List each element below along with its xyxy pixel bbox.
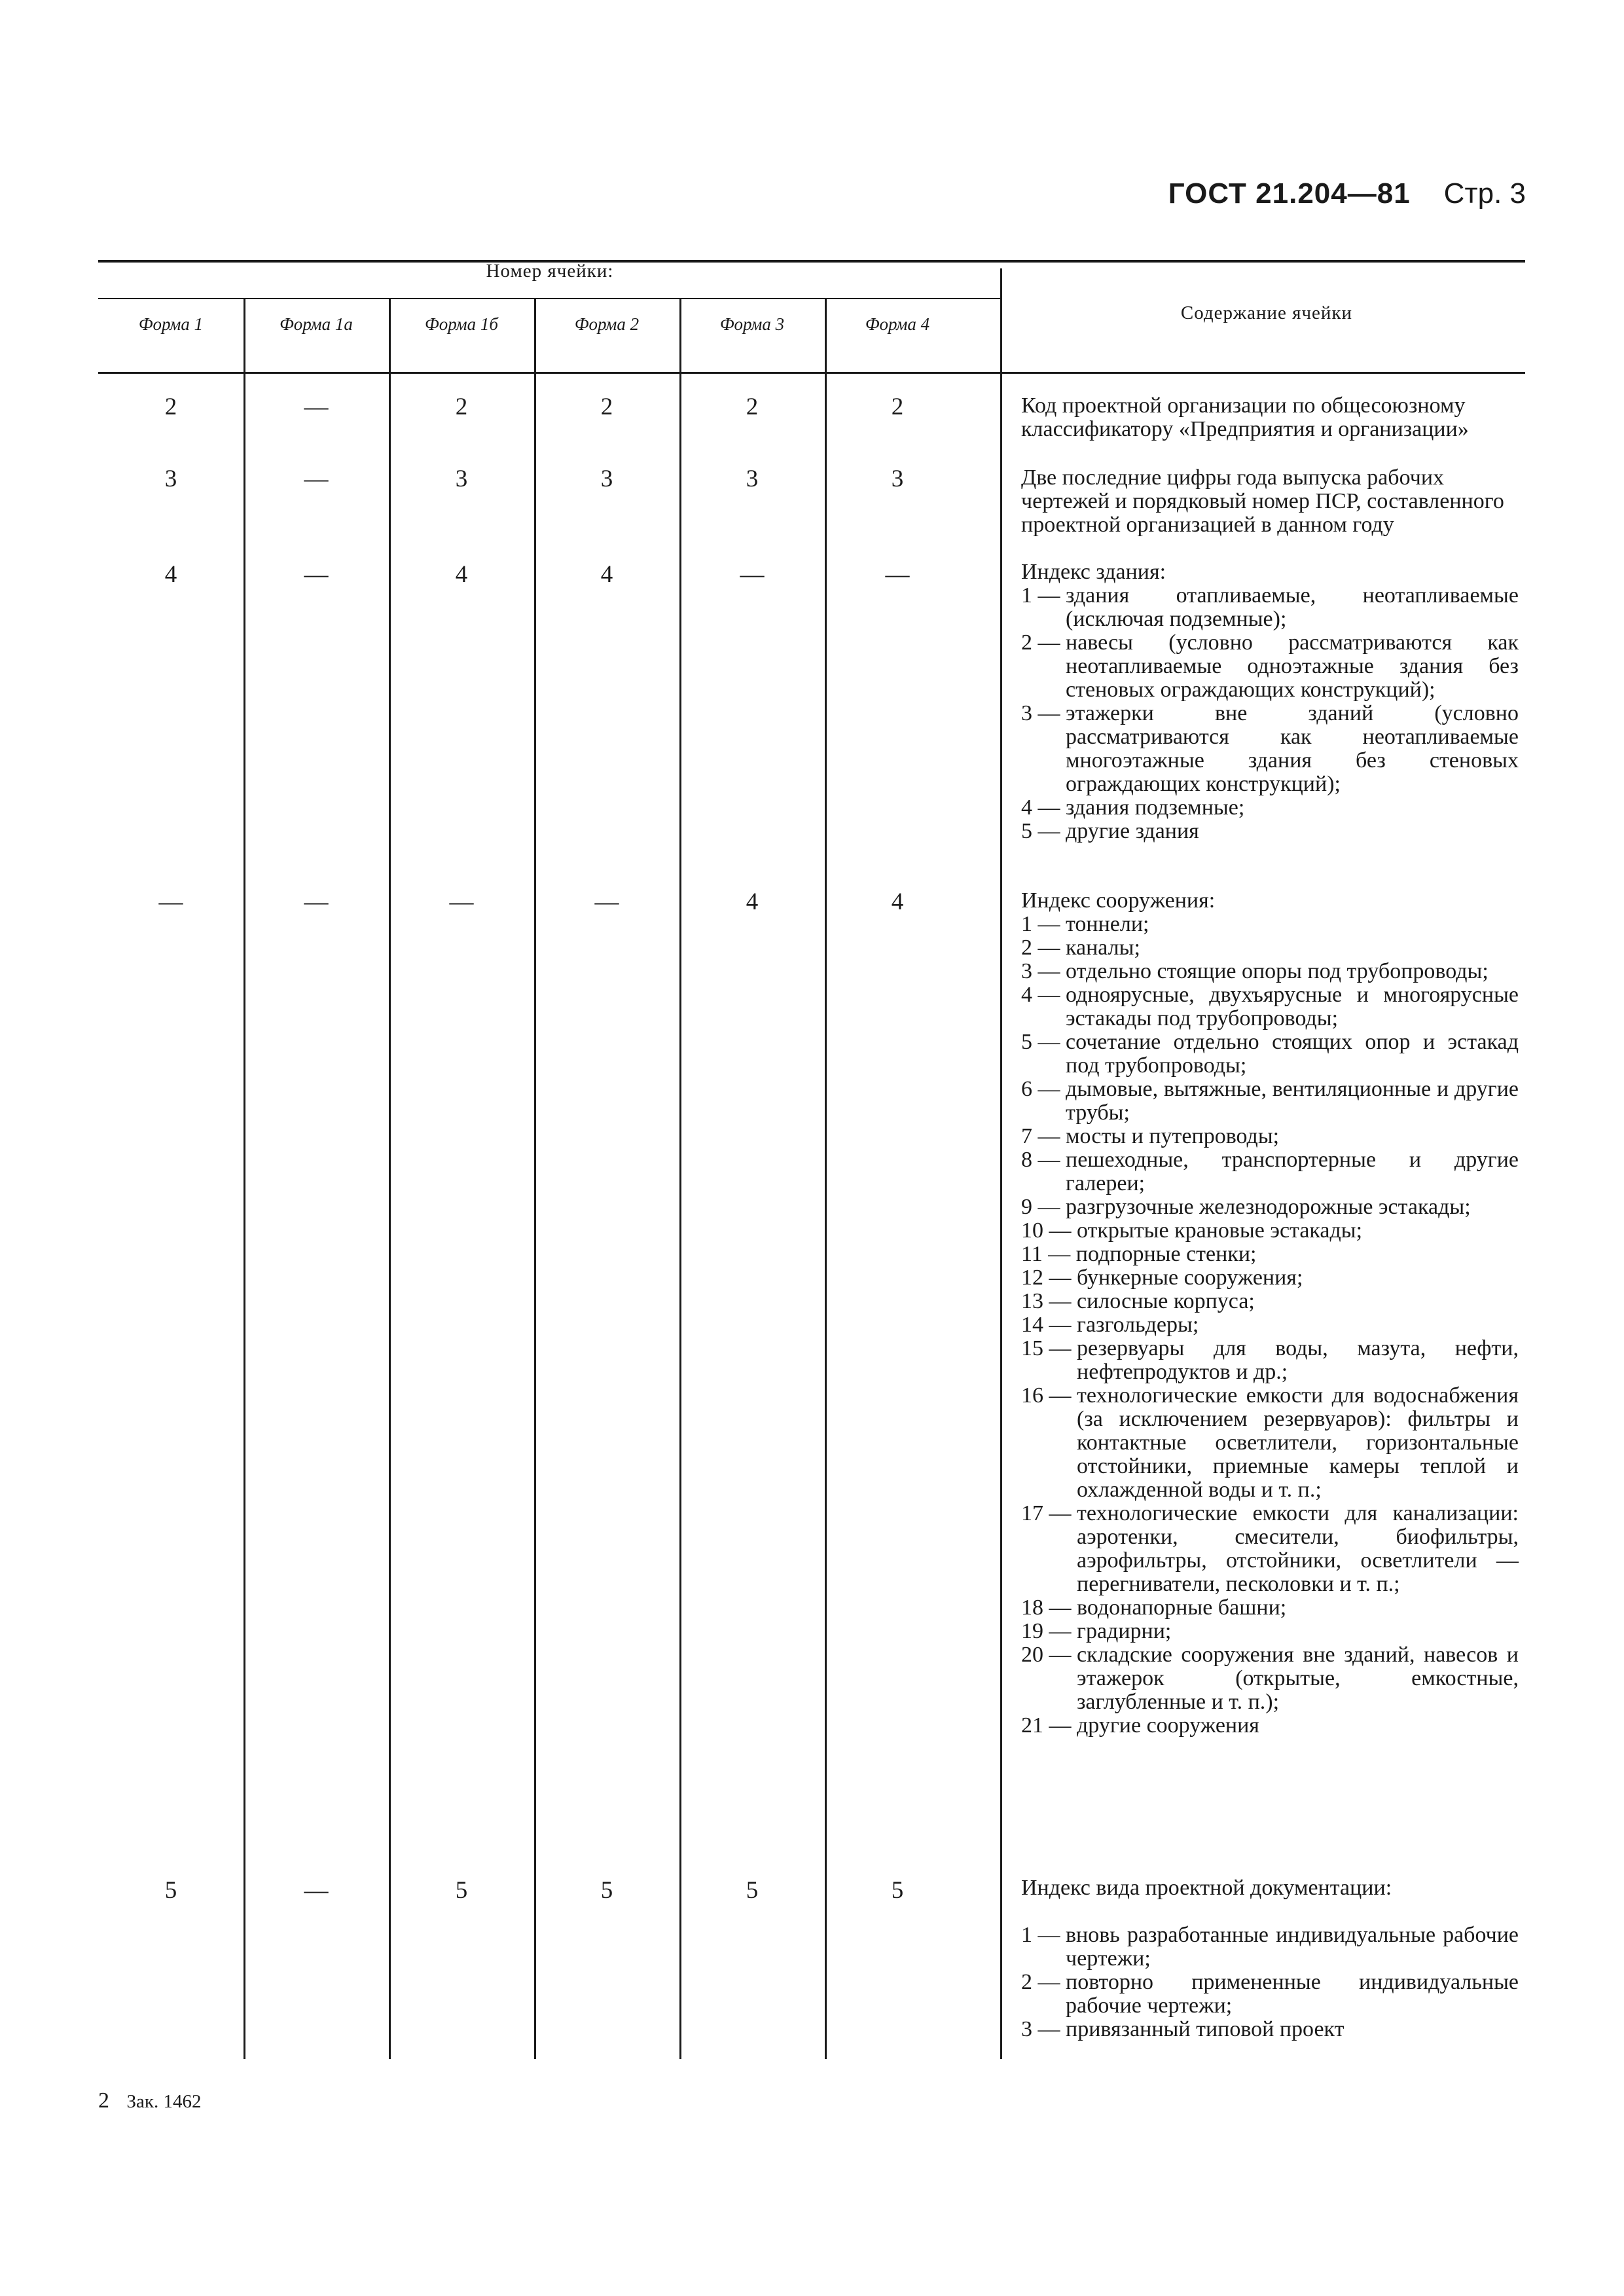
row-value: 5 — [164, 1877, 177, 1904]
row-value: 5 — [891, 1877, 904, 1904]
row-value: — — [885, 561, 910, 588]
page-number: 2 — [98, 2088, 109, 2113]
list-item — [1021, 584, 1519, 631]
row-value: 4 — [600, 561, 613, 588]
item-text: водонапорные башни; — [1077, 1595, 1287, 1620]
item-number: 2 — — [1021, 630, 1060, 655]
list-item — [1021, 796, 1519, 820]
item-number: 12 — — [1021, 1266, 1072, 1290]
column-header-form-1b: Форма 1б — [425, 314, 498, 334]
row-value: 3 — [455, 465, 468, 492]
list-item — [1021, 1195, 1519, 1219]
row-value: 2 — [891, 393, 904, 420]
list-item — [1021, 983, 1519, 1030]
item-number: 17 — — [1021, 1501, 1072, 1525]
list-item — [1021, 2018, 1519, 2041]
item-number: 11 — — [1021, 1242, 1071, 1266]
item-number: 18 — — [1021, 1595, 1072, 1620]
item-text: другие сооружения — [1077, 1713, 1259, 1738]
row-value: 3 — [891, 465, 904, 492]
item-number: 5 — — [1021, 819, 1060, 843]
item-text: дымовые, вытяжные, вентиляционные и другие трубы; — [1066, 1077, 1519, 1125]
item-number: 14 — — [1021, 1313, 1072, 1337]
column-header-form-3: Форма 3 — [719, 314, 785, 334]
list-item — [1021, 1971, 1519, 2018]
list-item — [1021, 1030, 1519, 1078]
row-value: 3 — [600, 465, 613, 492]
page-label: Стр. 3 — [1443, 177, 1526, 210]
cell-number-heading: Номер ячейки: — [486, 261, 614, 282]
row-value: — — [304, 465, 329, 492]
item-text: открытые крановые эстакады; — [1077, 1218, 1363, 1243]
row-value: 4 — [891, 888, 904, 915]
item-text: силосные корпуса; — [1077, 1289, 1255, 1313]
row-value: — — [158, 888, 183, 915]
row-value: — — [304, 561, 329, 588]
row-value: — — [449, 888, 474, 915]
item-number: 16 — — [1021, 1383, 1072, 1408]
row-value: — — [304, 888, 329, 915]
item-text: повторно примененные индивидуальные рабочие чертежи; — [1066, 1970, 1519, 2018]
row-description — [1021, 466, 1519, 537]
row-value: 2 — [746, 393, 759, 420]
item-text: разгрузочные железнодорожные эстакады; — [1066, 1195, 1471, 1219]
item-number: 3 — — [1021, 701, 1060, 725]
cell-content-heading: Содержание ячейки — [1180, 302, 1353, 323]
list-item — [1021, 1714, 1519, 1738]
item-number: 3 — — [1021, 959, 1060, 983]
item-number: 20 — — [1021, 1643, 1072, 1667]
list-item — [1021, 1078, 1519, 1125]
item-text: здания отапливаемые, неотапливаемые (исключая подземные); — [1066, 583, 1519, 631]
item-text: отдельно стоящие опоры под трубопроводы; — [1066, 959, 1489, 983]
list-item — [1021, 820, 1519, 843]
item-number: 8 — — [1021, 1148, 1060, 1172]
row-value: — — [594, 888, 619, 915]
item-text: подпорные стенки; — [1075, 1242, 1257, 1266]
description-title: Индекс сооружения: — [1021, 888, 1216, 913]
page-footer — [98, 2088, 202, 2113]
cell-number-rule — [98, 298, 1001, 299]
row-value: 3 — [164, 465, 177, 492]
list-item — [1021, 631, 1519, 702]
description-title: Индекс здания: — [1021, 560, 1166, 584]
item-number: 4 — — [1021, 795, 1060, 820]
description-title: Индекс вида проектной документации: — [1021, 1876, 1392, 1900]
row-description — [1021, 1876, 1519, 2041]
item-text: бункерные сооружения; — [1077, 1266, 1303, 1290]
column-header-form-1a: Форма 1а — [280, 314, 353, 334]
item-number: 6 — — [1021, 1077, 1060, 1101]
list-item — [1021, 1219, 1519, 1243]
row-value: 4 — [746, 888, 759, 915]
item-number: 4 — — [1021, 983, 1060, 1007]
row-description — [1021, 889, 1519, 1738]
item-number: 21 — — [1021, 1713, 1072, 1738]
description-title: Две последние цифры года выпуска рабочих чертежей и порядковый номер ПСР, составленного проектной организацией в данном году — [1021, 465, 1504, 537]
item-number: 15 — — [1021, 1336, 1072, 1360]
item-number: 1 — — [1021, 583, 1060, 608]
list-item — [1021, 1243, 1519, 1266]
item-number: 10 — — [1021, 1218, 1072, 1243]
row-value: 5 — [746, 1877, 759, 1904]
item-text: градирни; — [1077, 1619, 1172, 1643]
item-text: складские сооружения вне зданий, навесов и этажерок (открытые, емкостные, заглубленные и т. п.); — [1077, 1643, 1519, 1714]
item-number: 19 — — [1021, 1619, 1072, 1643]
row-value: 4 — [455, 561, 468, 588]
row-value: 2 — [455, 393, 468, 420]
item-number: 2 — — [1021, 1970, 1060, 1994]
item-text: привязанный типовой проект — [1066, 2017, 1344, 2041]
list-item — [1021, 1266, 1519, 1290]
item-text: здания подземные; — [1066, 795, 1245, 820]
list-item — [1021, 936, 1519, 960]
row-value: 5 — [455, 1877, 468, 1904]
row-value: 3 — [746, 465, 759, 492]
item-number: 7 — — [1021, 1124, 1060, 1148]
item-text: каналы; — [1066, 936, 1140, 960]
list-item — [1021, 1125, 1519, 1148]
item-text: мосты и путепроводы; — [1066, 1124, 1280, 1148]
list-item — [1021, 913, 1519, 936]
item-number: 9 — — [1021, 1195, 1060, 1219]
item-text: технологические емкости для канализации: аэротенки, смесители, биофильтры, аэрофильтры, отстойники, осветлители — перегниватели, песколовки и т. п.; — [1077, 1501, 1519, 1596]
row-value: — — [740, 561, 765, 588]
row-value: 5 — [600, 1877, 613, 1904]
item-number: 1 — — [1021, 1923, 1060, 1947]
row-value: 2 — [164, 393, 177, 420]
list-item — [1021, 1502, 1519, 1596]
item-text: вновь разработанные индивидуальные рабочие чертежи; — [1066, 1923, 1519, 1971]
item-text: пешеходные, транспортерные и другие галереи; — [1066, 1148, 1519, 1195]
column-header-form-1: Форма 1 — [138, 314, 204, 334]
list-item — [1021, 1148, 1519, 1195]
row-value: — — [304, 1877, 329, 1904]
header-bottom-rule — [98, 372, 1525, 374]
row-value: — — [304, 393, 329, 420]
row-description — [1021, 394, 1519, 441]
order-number: Зак. 1462 — [126, 2091, 202, 2112]
list-item — [1021, 1620, 1519, 1643]
list-item — [1021, 1596, 1519, 1620]
item-text: одноярусные, двухъярусные и многоярусные эстакады под трубопроводы; — [1066, 983, 1519, 1030]
column-header-form-2: Форма 2 — [574, 314, 640, 334]
list-item — [1021, 702, 1519, 796]
item-number: 2 — — [1021, 936, 1060, 960]
standard-code: ГОСТ 21.204—81 — [1168, 177, 1411, 210]
item-text: навесы (условно рассматриваются как неотапливаемые одноэтажные здания без стеновых ограждающих конструкций); — [1066, 630, 1519, 702]
column-header-form-4: Форма 4 — [865, 314, 930, 334]
item-text: этажерки вне зданий (условно рассматриваются как неотапливаемые многоэтажные здания без стеновых ограждающих конструкций); — [1066, 701, 1519, 796]
page-header — [1168, 177, 1526, 210]
list-item — [1021, 1384, 1519, 1502]
row-description — [1021, 560, 1519, 843]
list-item — [1021, 1337, 1519, 1384]
list-item — [1021, 1313, 1519, 1337]
row-value: 2 — [600, 393, 613, 420]
item-number: 3 — — [1021, 2017, 1060, 2041]
content-column-divider — [1000, 268, 1002, 2059]
row-value: 4 — [164, 561, 177, 588]
list-item — [1021, 1290, 1519, 1313]
list-item — [1021, 960, 1519, 983]
list-item — [1021, 1643, 1519, 1714]
item-text: другие здания — [1066, 819, 1199, 843]
item-text: технологические емкости для водоснабжения (за исключением резервуаров): фильтры и контактные осветлители, горизонтальные отстойники, приемные камеры теплой и охлажденной воды и т. п.; — [1077, 1383, 1519, 1502]
item-number: 1 — — [1021, 912, 1060, 936]
list-item — [1021, 1923, 1519, 1971]
item-number: 5 — — [1021, 1030, 1060, 1054]
item-number: 13 — — [1021, 1289, 1072, 1313]
description-title: Код проектной организации по общесоюзному классификатору «Предприятия и организации» — [1021, 393, 1469, 441]
item-text: газгольдеры; — [1077, 1313, 1199, 1337]
item-text: тоннели; — [1066, 912, 1149, 936]
item-text: резервуары для воды, мазута, нефти, нефтепродуктов и др.; — [1077, 1336, 1519, 1384]
item-text: сочетание отдельно стоящих опор и эстакад под трубопроводы; — [1066, 1030, 1519, 1078]
